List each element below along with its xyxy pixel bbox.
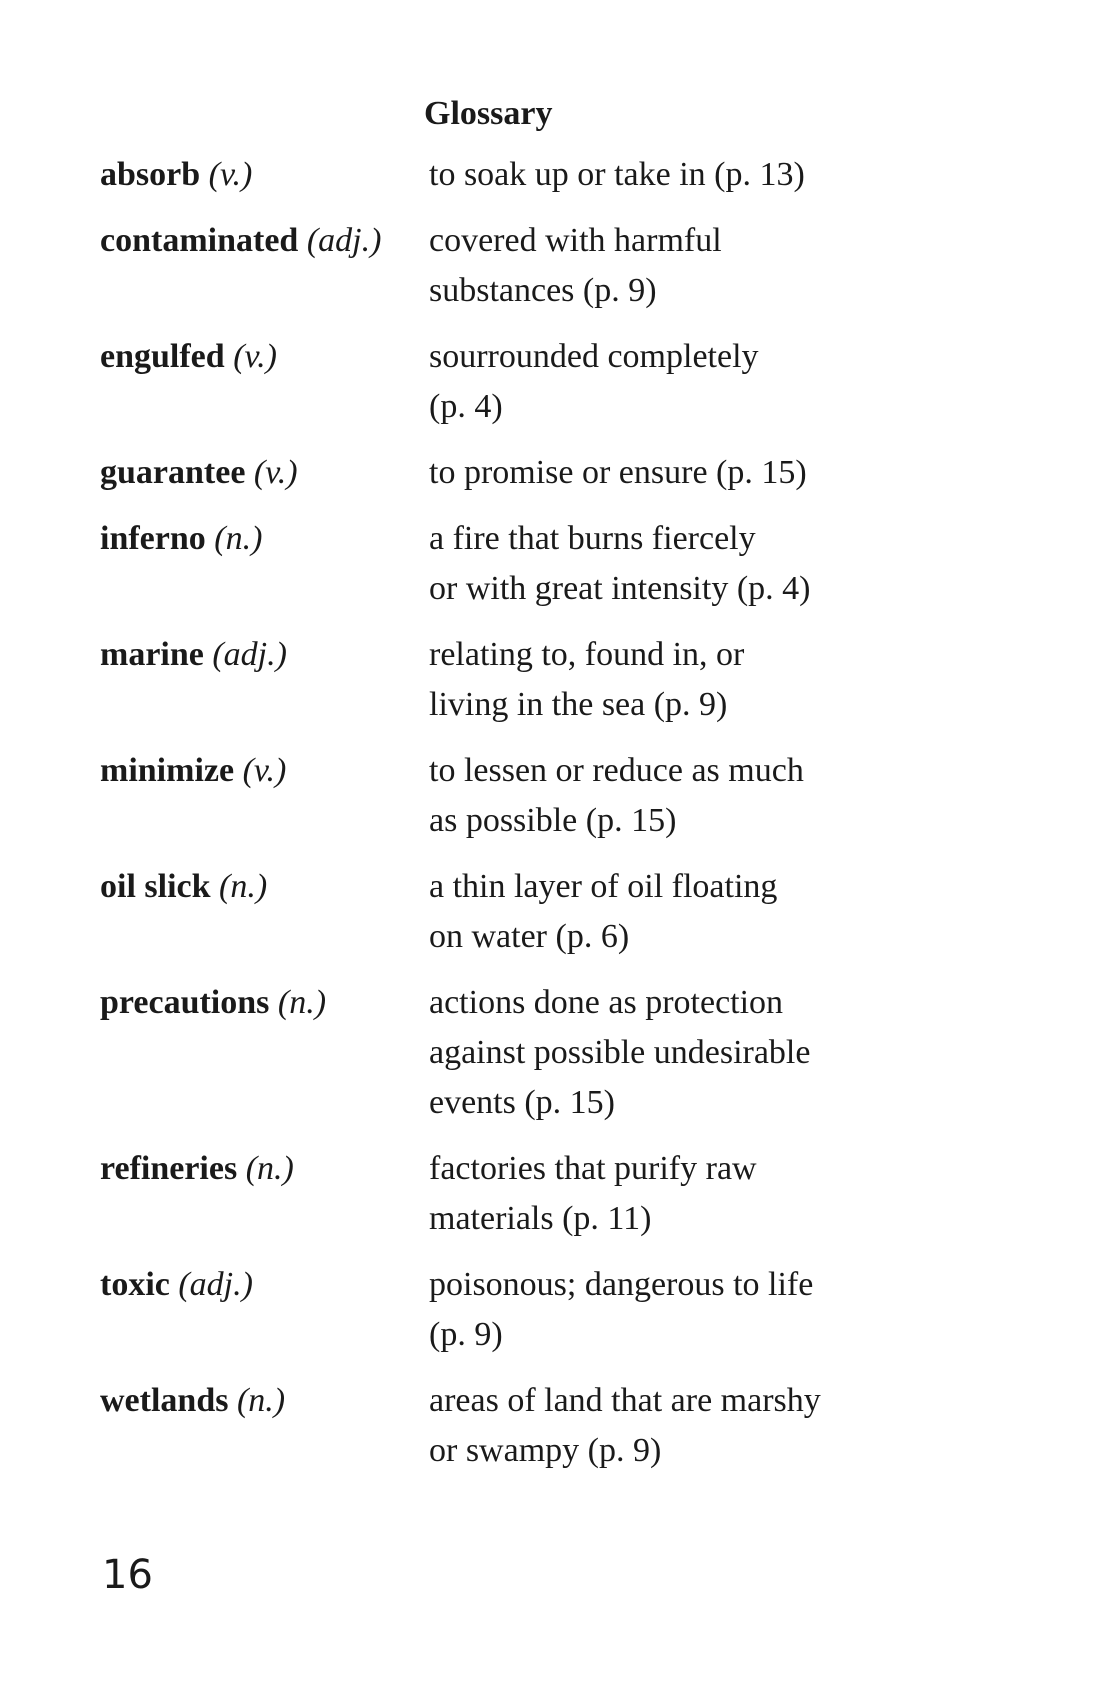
definition-line: factories that purify raw	[429, 1150, 757, 1187]
glossary-term	[100, 216, 429, 316]
glossary-entry	[100, 862, 980, 962]
definition-line: materials (p. 11)	[429, 1200, 652, 1237]
glossary-definition	[429, 1260, 980, 1360]
glossary-definition	[429, 746, 980, 846]
definition-line: areas of land that are marshy	[429, 1382, 821, 1419]
part-of-speech: (adj.)	[178, 1266, 253, 1303]
term-word: marine	[100, 636, 204, 673]
glossary-definition	[429, 150, 980, 200]
part-of-speech: (n.)	[219, 868, 268, 905]
part-of-speech: (adj.)	[212, 636, 287, 673]
glossary-term	[100, 150, 429, 200]
glossary-entry	[100, 216, 980, 316]
term-word: inferno	[100, 520, 206, 557]
part-of-speech: (n.)	[236, 1382, 286, 1419]
glossary-definition	[429, 216, 980, 316]
glossary-term	[100, 1260, 429, 1360]
glossary-definition	[429, 448, 980, 498]
term-word: engulfed	[100, 338, 225, 375]
glossary-definition	[429, 862, 980, 962]
term-word: guarantee	[100, 454, 246, 491]
glossary-entry	[100, 1144, 980, 1244]
definition-line: events (p. 15)	[429, 1084, 616, 1121]
definition-line: actions done as protection	[429, 984, 784, 1021]
definition-line: or with great intensity (p. 4)	[429, 570, 811, 607]
part-of-speech: (n.)	[214, 520, 263, 557]
definition-line: against possible undesirable	[429, 1034, 811, 1071]
definition-line: to promise or ensure (p. 15)	[429, 454, 807, 491]
definition-line: relating to, found in, or	[429, 636, 745, 673]
glossary-entry	[100, 1376, 980, 1476]
glossary-list	[100, 150, 980, 1492]
definition-line: substances (p. 9)	[429, 272, 657, 309]
glossary-term	[100, 746, 429, 846]
page-number: 16	[102, 1552, 153, 1598]
glossary-definition	[429, 332, 980, 432]
glossary-entry	[100, 746, 980, 846]
part-of-speech: (v.)	[233, 338, 277, 375]
glossary-definition	[429, 514, 980, 614]
definition-line: to lessen or reduce as much	[429, 752, 804, 789]
glossary-term	[100, 862, 429, 962]
glossary-term	[100, 448, 429, 498]
part-of-speech: (v.)	[253, 454, 298, 491]
glossary-entry	[100, 332, 980, 432]
page-title: Glossary	[424, 95, 553, 132]
part-of-speech: (n.)	[245, 1150, 294, 1187]
glossary-term	[100, 514, 429, 614]
glossary-term	[100, 1376, 429, 1476]
definition-line: a fire that burns fiercely	[429, 520, 756, 557]
definition-line: (p. 4)	[429, 388, 503, 425]
glossary-entry	[100, 630, 980, 730]
term-word: precautions	[100, 984, 270, 1021]
glossary-entry	[100, 448, 980, 498]
term-word: minimize	[100, 752, 235, 789]
part-of-speech: (adj.)	[306, 222, 382, 259]
definition-line: sourrounded completely	[429, 338, 759, 375]
glossary-entry	[100, 514, 980, 614]
glossary-definition	[429, 1144, 980, 1244]
glossary-entry	[100, 150, 980, 200]
definition-line: poisonous; dangerous to life	[429, 1266, 814, 1303]
term-word: refineries	[100, 1150, 238, 1187]
part-of-speech: (v.)	[208, 156, 253, 193]
definition-line: on water (p. 6)	[429, 918, 630, 955]
term-word: oil slick	[100, 868, 211, 905]
part-of-speech: (n.)	[277, 984, 327, 1021]
glossary-term	[100, 332, 429, 432]
glossary-term	[100, 1144, 429, 1244]
term-word: absorb	[100, 156, 201, 193]
glossary-definition	[429, 978, 980, 1128]
glossary-entry	[100, 978, 980, 1128]
definition-line: a thin layer of oil floating	[429, 868, 778, 905]
definition-line: (p. 9)	[429, 1316, 503, 1353]
glossary-definition	[429, 630, 980, 730]
term-word: contaminated	[100, 222, 299, 259]
glossary-definition	[429, 1376, 980, 1476]
definition-line: as possible (p. 15)	[429, 802, 677, 839]
definition-line: to soak up or take in (p. 13)	[429, 156, 805, 193]
definition-line: covered with harmful	[429, 222, 722, 259]
part-of-speech: (v.)	[242, 752, 287, 789]
definition-line: or swampy (p. 9)	[429, 1432, 662, 1469]
glossary-entry	[100, 1260, 980, 1360]
term-word: wetlands	[100, 1382, 229, 1419]
glossary-term	[100, 978, 429, 1128]
glossary-term	[100, 630, 429, 730]
definition-line: living in the sea (p. 9)	[429, 686, 728, 723]
term-word: toxic	[100, 1266, 170, 1303]
